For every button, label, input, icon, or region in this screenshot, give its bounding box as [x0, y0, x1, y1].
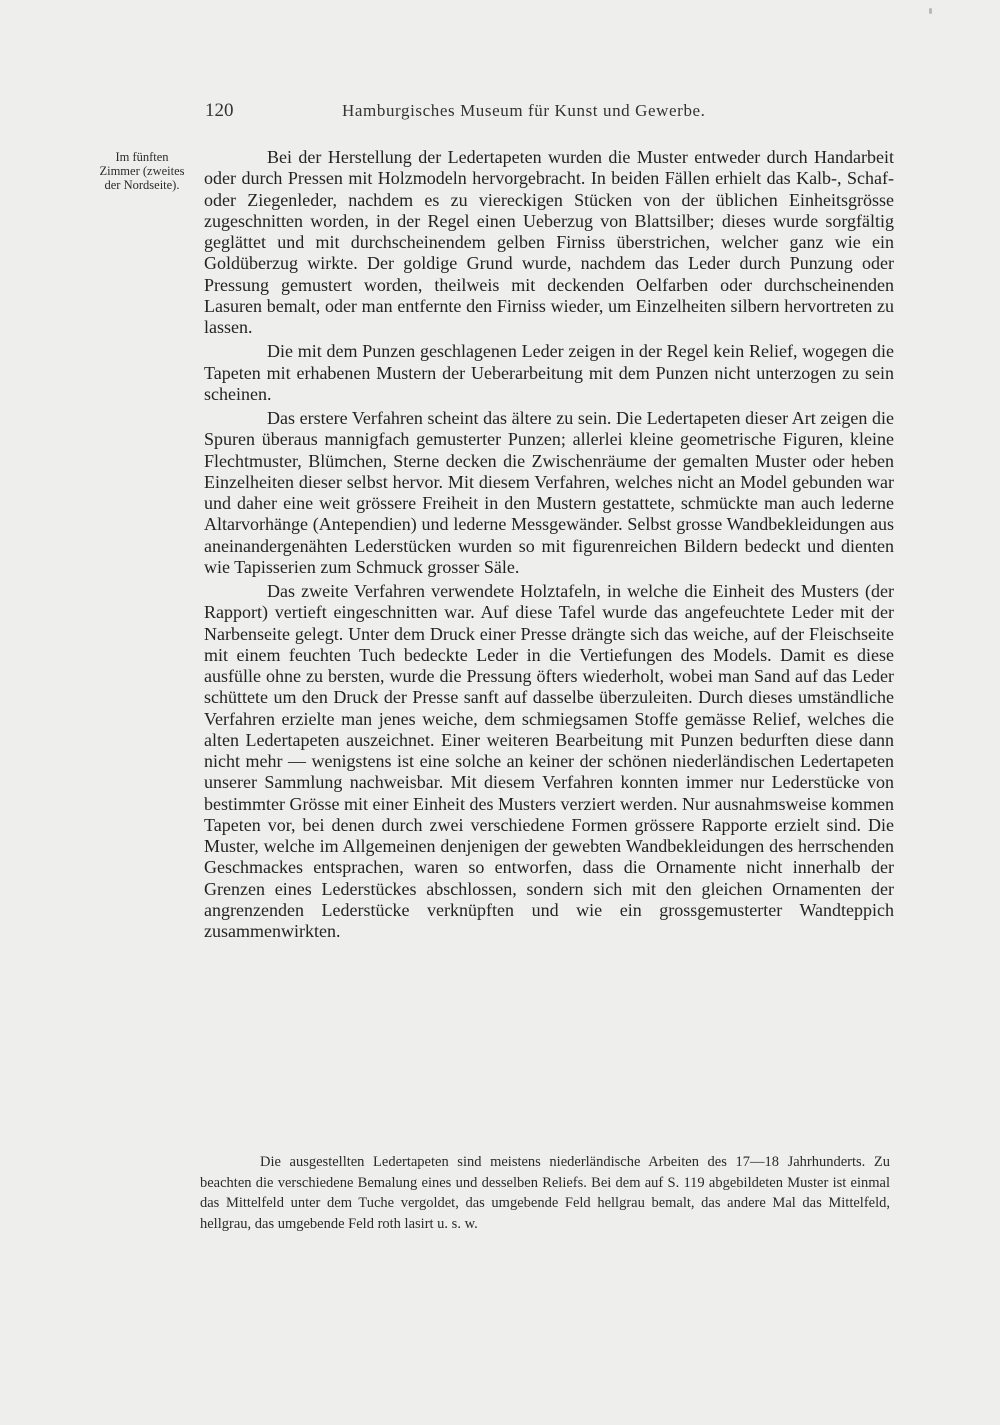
- running-title: Hamburgisches Museum für Kunst und Gewerbe.: [342, 101, 706, 120]
- footnote-text: Die ausgestellten Ledertapeten sind meistens niederländische Arbeiten des 17—18 Jahrhunderts. Zu beachten die verschiedene Bemalung eines und desselben Reliefs. Bei dem auf S. 119 abgebildeten Muster ist einmal das Mittelfeld unter dem Tuche vergoldet, das umgebende Feld hellgrau bemalt, das andere Mal das Mittelfeld, hellgrau, das umgebende Feld roth lasirt u. s. w.: [200, 1154, 890, 1232]
- paragraph: Das erstere Verfahren scheint das ältere zu sein. Die Ledertapeten dieser Art zeigen die Spuren überaus mannigfach gemusterter Punzen; allerlei kleine geometrische Figuren, kleine Flechtmuster, Blümchen, Sterne decken die Zwischenräume der gemalten Muster oder heben Einzelheiten dieser selbst hervor. Mit diesem Verfahren, welches nicht an Model gebunden war und daher eine weit grössere Freiheit in den Mustern gestattete, schmückte man auch lederne Altarvorhänge (Antependien) und lederne Messgewänder. Selbst grosse Wandbekleidungen aus aneinandergenähten Lederstücken wurden so mit figurenreichen Bildern bedeckt und dienten wie Tapisserien zum Schmuck grosser Säle.: [204, 408, 894, 577]
- page-header: [205, 100, 895, 126]
- paragraph: Bei der Herstellung der Ledertapeten wurden die Muster entweder durch Handarbeit oder durch Pressen mit Holzmodeln hervorgebracht. In beiden Fällen erhielt das Kalb-, Schaf- oder Ziegenleder, nachdem es zu viereckigen Stücken von der üblichen Einheitsgrösse zugeschnitten worden, in der Regel einen Ueberzug von Blattsilber; dieses wurde sorgfältig geglättet und mit durchscheinendem gelben Firniss überstrichen, welcher ganz wie ein Goldüberzug wirkte. Der goldige Grund wurde, nachdem das Leder durch Punzung oder Pressung gemustert worden, theilweis mit deckenden Oelfarben oder durchscheinenden Lasuren bemalt, oder man entfernte den Firniss wieder, um Einzelheiten silbern hervortreten zu lassen.: [204, 147, 894, 337]
- paper-speck: [929, 8, 932, 14]
- footnote: [200, 1152, 890, 1234]
- marginal-note: [82, 150, 202, 192]
- marginal-note-line: der Nordseite).: [104, 178, 180, 192]
- marginal-note-line: Im fünften: [115, 150, 169, 164]
- main-text: [204, 147, 894, 945]
- paragraph: Das zweite Verfahren verwendete Holztafeln, in welche die Einheit des Musters (der Rapport) vertieft eingeschnitten war. Auf diese Tafel wurde das angefeuchtete Leder mit der Narbenseite gelegt. Unter dem Druck einer Presse drängte sich das weiche, auf der Fleischseite mit einem feuchten Tuch bedeckte Leder in die Vertiefungen des Models. Damit es diese ausfülle ohne zu bersten, wurde die Pressung öfters wiederholt, wobei man Sand auf das Leder schüttete um den Druck der Presse sanft auf dasselbe überzuleiten. Durch dieses umständliche Verfahren erzielte man jenes weiche, dem schmiegsamen Stoffe gemässe Relief, welches die alten Ledertapeten auszeichnet. Einer weiteren Bearbeitung mit Punzen bedurften diese dann nicht mehr — wenigstens ist eine solche an keiner der schönen niederländischen Ledertapeten unserer Sammlung nachweisbar. Mit diesem Verfahren konnten immer nur Lederstücke von bestimmter Grösse mit einer Einheit des Musters verziert werden. Nur ausnahmsweise kommen Tapeten vor, bei denen durch zwei verschiedene Formen grössere Rapporte erzielt sind. Die Muster, welche im Allgemeinen denjenigen der gewebten Wandbekleidungen des herrschenden Geschmackes entsprachen, waren so entworfen, dass die Ornamente nicht innerhalb der Grenzen eines Lederstückes abschlossen, sondern sich mit den gleichen Ornamenten der angrenzenden Lederstücke verknüpften und wie ein grossgemusterter Wandteppich zusammenwirkten.: [204, 581, 894, 941]
- marginal-note-line: Zimmer (zweites: [99, 164, 185, 178]
- paragraph: Die mit dem Punzen geschlagenen Leder zeigen in der Regel kein Relief, wogegen die Tapeten mit erhabenen Mustern der Ueberarbeitung mit dem Punzen nicht unterzogen zu sein scheinen.: [204, 341, 894, 404]
- page-number: 120: [205, 100, 234, 121]
